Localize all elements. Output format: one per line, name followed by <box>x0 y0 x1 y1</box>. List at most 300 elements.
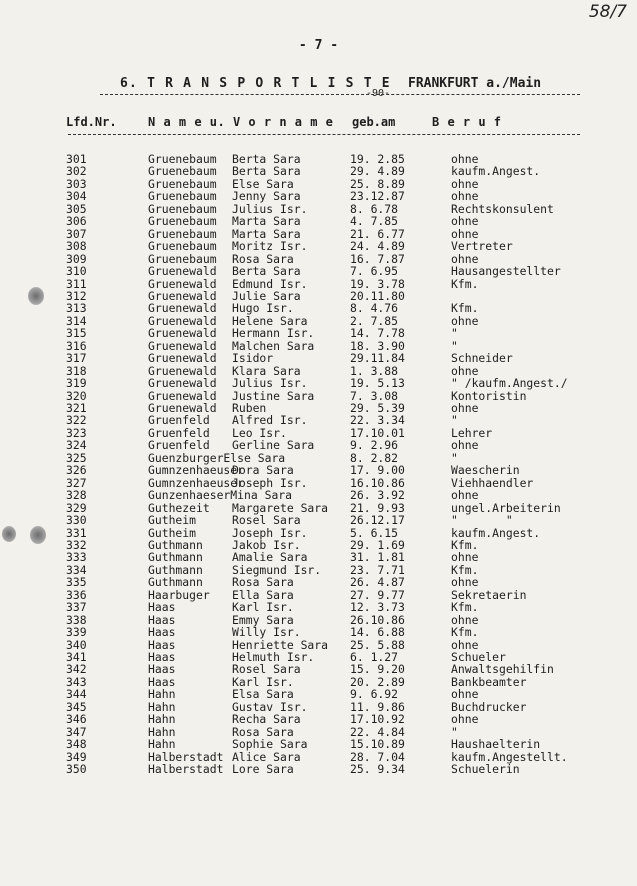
row-number: 333 <box>66 550 87 565</box>
occupation: " <box>451 724 458 739</box>
first-name: Hugo Isr. <box>232 301 294 316</box>
occupation: kaufm.Angest. <box>451 164 541 179</box>
row-number: 306 <box>66 214 87 229</box>
last-name: Gruenewald <box>148 288 217 303</box>
birth-date: 12. 3.73 <box>350 600 405 615</box>
table-row <box>0 240 637 253</box>
table-row <box>0 439 637 452</box>
birth-date: 11. 9.86 <box>350 699 405 714</box>
row-number: 302 <box>66 164 87 179</box>
birth-date: 4. 7.85 <box>350 214 399 229</box>
occupation: " " <box>451 513 513 528</box>
first-name: Alice Sara <box>232 749 301 764</box>
row-number: 339 <box>66 625 87 640</box>
first-name: Karl Isr. <box>232 600 294 615</box>
first-name: Rosel Sara <box>232 662 301 677</box>
last-name: Gruenewald <box>148 313 217 328</box>
last-name: Gruenewald <box>148 388 217 403</box>
table-row <box>0 601 637 614</box>
occupation: ungel.Arbeiterin <box>451 500 561 515</box>
last-name: Haas <box>148 662 176 677</box>
table-row <box>0 639 637 652</box>
header-nr: Lfd.Nr. <box>66 115 117 129</box>
birth-date: 26.12.17 <box>350 513 405 528</box>
first-name: Helmuth Isr. <box>232 650 315 664</box>
first-name: Margarete Sara <box>232 500 329 515</box>
row-number: 321 <box>66 401 87 415</box>
first-name: Moritz Isr. <box>232 239 308 254</box>
page-number: - 7 - <box>298 38 339 53</box>
birth-date: 17. 9.00 <box>350 463 405 478</box>
table-row <box>0 215 637 228</box>
last-name: Gruenebaum <box>148 214 217 229</box>
occupation: ohne <box>451 214 479 229</box>
occupation: Schuelerin <box>451 762 520 777</box>
last-name: Haas <box>148 650 176 664</box>
occupation: ohne <box>451 401 479 415</box>
row-number: 318 <box>66 363 87 378</box>
first-name: Gerline Sara <box>232 438 315 453</box>
birth-date: 6. 1.27 <box>350 650 399 664</box>
birth-date: 26. 4.87 <box>350 575 405 590</box>
row-number: 329 <box>66 500 87 515</box>
first-name: Justine Sara <box>232 388 315 403</box>
birth-date: 27. 9.77 <box>350 587 405 602</box>
birth-date: 25. 5.88 <box>350 637 405 652</box>
occupation: ohne <box>451 550 479 565</box>
last-name: Guthmann <box>148 575 203 590</box>
first-name: Rosel Sara <box>232 513 301 528</box>
punch-hole-mark <box>30 526 46 544</box>
last-name: Gruenewald <box>148 401 217 415</box>
first-name: Dora Sara <box>232 463 294 478</box>
first-name: Marta Sara <box>232 214 301 229</box>
occupation: ohne <box>451 575 479 590</box>
birth-date: 8. 4.76 <box>350 301 399 316</box>
occupation: " <box>451 450 458 465</box>
birth-date: 28. 7.04 <box>350 749 405 764</box>
first-name: Helene Sara <box>232 313 308 328</box>
occupation: Kfm. <box>451 276 479 291</box>
first-name: Jakob Isr. <box>232 537 301 552</box>
birth-date: 26. 3.92 <box>350 488 405 503</box>
last-name: Halberstadt <box>148 749 224 764</box>
row-number: 336 <box>66 587 87 602</box>
table-row <box>0 464 637 477</box>
first-name: Berta Sara <box>232 264 301 279</box>
table-row <box>0 165 637 178</box>
first-name: Klara Sara <box>232 363 301 378</box>
last-name: Gruenewald <box>148 351 217 366</box>
row-number: 322 <box>66 413 87 428</box>
table-row <box>0 352 637 365</box>
table-row <box>0 477 637 490</box>
first-name: Malchen Sara <box>232 338 315 353</box>
first-name: Karl Isr. <box>232 674 294 689</box>
row-number: 308 <box>66 239 87 254</box>
first-name: Willy Isr. <box>232 625 301 640</box>
last-name: Gruenfeld <box>148 438 210 453</box>
birth-date: 22. 4.84 <box>350 724 405 739</box>
birth-date: 14. 6.88 <box>350 625 405 640</box>
table-row <box>0 315 637 328</box>
occupation: " <box>451 338 458 353</box>
first-name: Emmy Sara <box>232 612 294 627</box>
last-name: Guthezeit <box>148 500 210 515</box>
first-name: Amalie Sara <box>232 550 308 565</box>
birth-date: 2. 7.85 <box>350 313 399 328</box>
birth-date: 20. 2.89 <box>350 674 405 689</box>
row-number: 331 <box>66 525 87 540</box>
last-name: Gumnzenhaeuser <box>148 463 245 478</box>
table-row <box>0 576 637 589</box>
birth-date: 21. 6.77 <box>350 226 405 241</box>
last-name: Haas <box>148 625 176 640</box>
birth-date: 9. 2.96 <box>350 438 399 453</box>
table-row <box>0 452 637 465</box>
table-row <box>0 265 637 278</box>
last-name: Gruenebaum <box>148 189 217 204</box>
table-row <box>0 751 637 764</box>
first-name: Ella Sara <box>232 587 294 602</box>
occupation: Viehhaendler <box>451 475 534 490</box>
birth-date: 17.10.01 <box>350 425 405 440</box>
table-row <box>0 290 637 303</box>
row-number: 317 <box>66 351 87 366</box>
birth-date: 19. 5.13 <box>350 376 405 391</box>
document-code: -90- <box>366 88 391 99</box>
last-name: Gruenewald <box>148 301 217 316</box>
birth-date: 1. 3.88 <box>350 363 399 378</box>
table-row <box>0 564 637 577</box>
table-row <box>0 688 637 701</box>
birth-date: 7. 6.95 <box>350 264 399 279</box>
occupation: ohne <box>451 313 479 328</box>
occupation: " <box>451 413 458 428</box>
birth-date: 16.10.86 <box>350 475 405 490</box>
row-number: 315 <box>66 326 87 341</box>
row-number: 316 <box>66 338 87 353</box>
last-name: Gruenebaum <box>148 239 217 254</box>
header-job: B e r u f <box>432 115 502 129</box>
occupation: Kfm. <box>451 625 479 640</box>
last-name: Hahn <box>148 737 176 752</box>
table-row <box>0 614 637 627</box>
last-name: Guthmann <box>148 562 203 577</box>
table-row <box>0 726 637 739</box>
birth-date: 29. 4.89 <box>350 164 405 179</box>
occupation: Anwaltsgehilfin <box>451 662 554 677</box>
row-number: 349 <box>66 749 87 764</box>
first-name: Julius Isr. <box>232 201 308 216</box>
first-name: Recha Sara <box>232 712 301 727</box>
table-row <box>0 763 637 776</box>
birth-date: 29. 5.39 <box>350 401 405 415</box>
row-number: 338 <box>66 612 87 627</box>
last-name: Gruenfeld <box>148 413 210 428</box>
row-number: 337 <box>66 600 87 615</box>
table-row <box>0 278 637 291</box>
row-number: 347 <box>66 724 87 739</box>
archive-stamp: 58/7 <box>588 2 627 22</box>
last-name: Gumnzenhaeuser <box>148 475 245 490</box>
birth-date: 7. 3.08 <box>350 388 399 403</box>
first-name: Julie Sara <box>232 288 301 303</box>
last-name: Haas <box>148 637 176 652</box>
row-number: 350 <box>66 762 87 777</box>
first-name: Rosa Sara <box>232 251 294 266</box>
row-number: 342 <box>66 662 87 677</box>
row-number: 328 <box>66 488 87 503</box>
occupation: Hausangestellter <box>451 264 561 279</box>
last-name: Hahn <box>148 724 176 739</box>
row-number: 305 <box>66 201 87 216</box>
table-row <box>0 153 637 166</box>
birth-date: 25. 8.89 <box>350 176 405 191</box>
birth-date: 31. 1.81 <box>350 550 405 565</box>
row-number: 307 <box>66 226 87 241</box>
last-name: Gruenebaum <box>148 164 217 179</box>
occupation: Waescherin <box>451 463 520 478</box>
last-name: Guthmann <box>148 550 203 565</box>
first-name: Edmund Isr. <box>232 276 308 291</box>
occupation: ohne <box>451 612 479 627</box>
birth-date: 23. 7.71 <box>350 562 405 577</box>
occupation: Haushaelterin <box>451 737 541 752</box>
document-place: FRANKFURT a./Main <box>408 76 542 91</box>
last-name: Gutheim <box>148 525 197 540</box>
last-name: Haarbuger <box>148 587 210 602</box>
row-number: 323 <box>66 425 87 440</box>
table-row <box>0 327 637 340</box>
occupation: ohne <box>451 488 479 503</box>
occupation: ohne <box>451 637 479 652</box>
table-row <box>0 302 637 315</box>
last-name: Haas <box>148 612 176 627</box>
table-row <box>0 402 637 415</box>
table-row <box>0 390 637 403</box>
occupation: ohne <box>451 712 479 727</box>
birth-date: 17.10.92 <box>350 712 405 727</box>
birth-date: 24. 4.89 <box>350 239 405 254</box>
first-name: Julius Isr. <box>232 376 308 391</box>
last-name: Gutheim <box>148 513 197 528</box>
last-name: Gruenfeld <box>148 425 210 440</box>
header-born: geb.am <box>352 115 396 129</box>
punch-hole-mark <box>28 287 44 305</box>
occupation: Kfm. <box>451 562 479 577</box>
birth-date: 15. 9.20 <box>350 662 405 677</box>
row-number: 346 <box>66 712 87 727</box>
table-row <box>0 589 637 602</box>
birth-date: 9. 6.92 <box>350 687 399 702</box>
last-name: Gruenewald <box>148 264 217 279</box>
occupation: Schueler <box>451 650 506 664</box>
occupation: Schneider <box>451 351 513 366</box>
birth-date: 20.11.80 <box>350 288 405 303</box>
occupation: " /kaufm.Angest./ <box>451 376 568 391</box>
first-name: Henriette Sara <box>232 637 329 652</box>
table-row <box>0 527 637 540</box>
birth-date: 15.10.89 <box>350 737 405 752</box>
row-number: 345 <box>66 699 87 714</box>
occupation: Rechtskonsulent <box>451 201 554 216</box>
table-row <box>0 502 637 515</box>
first-name: Leo Isr. <box>232 425 287 440</box>
row-number: 313 <box>66 301 87 316</box>
first-name: Hermann Isr. <box>232 326 315 341</box>
last-name: Gruenebaum <box>148 176 217 191</box>
last-name: Guthmann <box>148 537 203 552</box>
row-number: 335 <box>66 575 87 590</box>
row-number: 332 <box>66 537 87 552</box>
row-number: 310 <box>66 264 87 279</box>
birth-date: 21. 9.93 <box>350 500 405 515</box>
last-name: GunzenhaeserMina Sara <box>148 488 293 503</box>
birth-date: 22. 3.34 <box>350 413 405 428</box>
last-name: Gruenewald <box>148 363 217 378</box>
header-divider <box>68 134 580 135</box>
row-number: 303 <box>66 176 87 191</box>
last-name: Haas <box>148 600 176 615</box>
birth-date: 5. 6.15 <box>350 525 399 540</box>
table-row <box>0 676 637 689</box>
occupation: Kfm. <box>451 537 479 552</box>
birth-date: 18. 3.90 <box>350 338 405 353</box>
occupation: Kontoristin <box>451 388 527 403</box>
row-number: 311 <box>66 276 87 291</box>
row-number: 341 <box>66 650 87 664</box>
table-row <box>0 701 637 714</box>
table-row <box>0 377 637 390</box>
occupation: Sekretaerin <box>451 587 527 602</box>
first-name: Rosa Sara <box>232 575 294 590</box>
birth-date: 19. 3.78 <box>350 276 405 291</box>
first-name: Ruben <box>232 401 267 415</box>
row-number: 327 <box>66 475 87 490</box>
table-row <box>0 514 637 527</box>
occupation: Lehrer <box>451 425 493 440</box>
table-row <box>0 414 637 427</box>
occupation: ohne <box>451 687 479 702</box>
occupation: Bankbeamter <box>451 674 527 689</box>
first-name: Jenny Sara <box>232 189 301 204</box>
table-row <box>0 539 637 552</box>
birth-date: 8. 2.82 <box>350 450 399 465</box>
row-number: 301 <box>66 152 87 166</box>
first-name: Siegmund Isr. <box>232 562 322 577</box>
first-name: Isidor <box>232 351 274 366</box>
birth-date: 23.12.87 <box>350 189 405 204</box>
row-number: 304 <box>66 189 87 204</box>
table-row <box>0 178 637 191</box>
occupation: ohne <box>451 363 479 378</box>
header-name: N a m e u. V o r n a m e <box>148 115 334 129</box>
first-name: Berta Sara <box>232 164 301 179</box>
table-row <box>0 340 637 353</box>
birth-date: 8. 6.78 <box>350 201 399 216</box>
birth-date: 29.11.84 <box>350 351 405 366</box>
first-name: Berta Sara <box>232 152 301 166</box>
first-name: Else Sara <box>232 176 294 191</box>
row-number: 319 <box>66 376 87 391</box>
table-row <box>0 228 637 241</box>
row-number: 326 <box>66 463 87 478</box>
row-number: 330 <box>66 513 87 528</box>
last-name: Halberstadt <box>148 762 224 777</box>
row-number: 325 <box>66 450 87 465</box>
last-name: Gruenebaum <box>148 152 217 166</box>
last-name: Gruenebaum <box>148 201 217 216</box>
row-number: 320 <box>66 388 87 403</box>
last-name: Gruenebaum <box>148 226 217 241</box>
occupation: ohne <box>451 226 479 241</box>
row-number: 344 <box>66 687 87 702</box>
last-name: GuenzburgerElse Sara <box>148 450 286 465</box>
last-name: Gruenebaum <box>148 251 217 266</box>
last-name: Hahn <box>148 699 176 714</box>
birth-date: 19. 2.85 <box>350 152 405 166</box>
birth-date: 29. 1.69 <box>350 537 405 552</box>
first-name: Sophie Sara <box>232 737 308 752</box>
occupation: ohne <box>451 251 479 266</box>
occupation: ohne <box>451 189 479 204</box>
last-name: Haas <box>148 674 176 689</box>
last-name: Gruenewald <box>148 326 217 341</box>
row-number: 334 <box>66 562 87 577</box>
birth-date: 25. 9.34 <box>350 762 405 777</box>
occupation: kaufm.Angest. <box>451 525 541 540</box>
first-name: Joseph Isr. <box>232 525 308 540</box>
last-name: Gruenewald <box>148 338 217 353</box>
occupation: ohne <box>451 438 479 453</box>
first-name: Alfred Isr. <box>232 413 308 428</box>
table-row <box>0 203 637 216</box>
first-name: Rosa Sara <box>232 724 294 739</box>
occupation: Vertreter <box>451 239 513 254</box>
first-name: Elsa Sara <box>232 687 294 702</box>
punch-hole-mark <box>2 526 16 542</box>
first-name: Marta Sara <box>232 226 301 241</box>
document-title: 6. T R A N S P O R T L I S T E <box>120 76 391 91</box>
birth-date: 26.10.86 <box>350 612 405 627</box>
occupation: " <box>451 326 458 341</box>
occupation: Kfm. <box>451 600 479 615</box>
table-row <box>0 663 637 676</box>
row-number: 309 <box>66 251 87 266</box>
birth-date: 16. 7.87 <box>350 251 405 266</box>
occupation: ohne <box>451 176 479 191</box>
occupation: Buchdrucker <box>451 699 527 714</box>
last-name: Gruenewald <box>148 376 217 391</box>
last-name: Hahn <box>148 712 176 727</box>
row-number: 314 <box>66 313 87 328</box>
row-number: 348 <box>66 737 87 752</box>
row-number: 340 <box>66 637 87 652</box>
title-divider <box>100 94 580 95</box>
occupation: Kfm. <box>451 301 479 316</box>
last-name: Gruenewald <box>148 276 217 291</box>
first-name: Joseph Isr. <box>232 475 308 490</box>
last-name: Hahn <box>148 687 176 702</box>
table-row <box>0 427 637 440</box>
birth-date: 14. 7.78 <box>350 326 405 341</box>
row-number: 324 <box>66 438 87 453</box>
first-name: Lore Sara <box>232 762 294 777</box>
occupation: ohne <box>451 152 479 166</box>
row-number: 312 <box>66 288 87 303</box>
first-name: Gustav Isr. <box>232 699 308 714</box>
